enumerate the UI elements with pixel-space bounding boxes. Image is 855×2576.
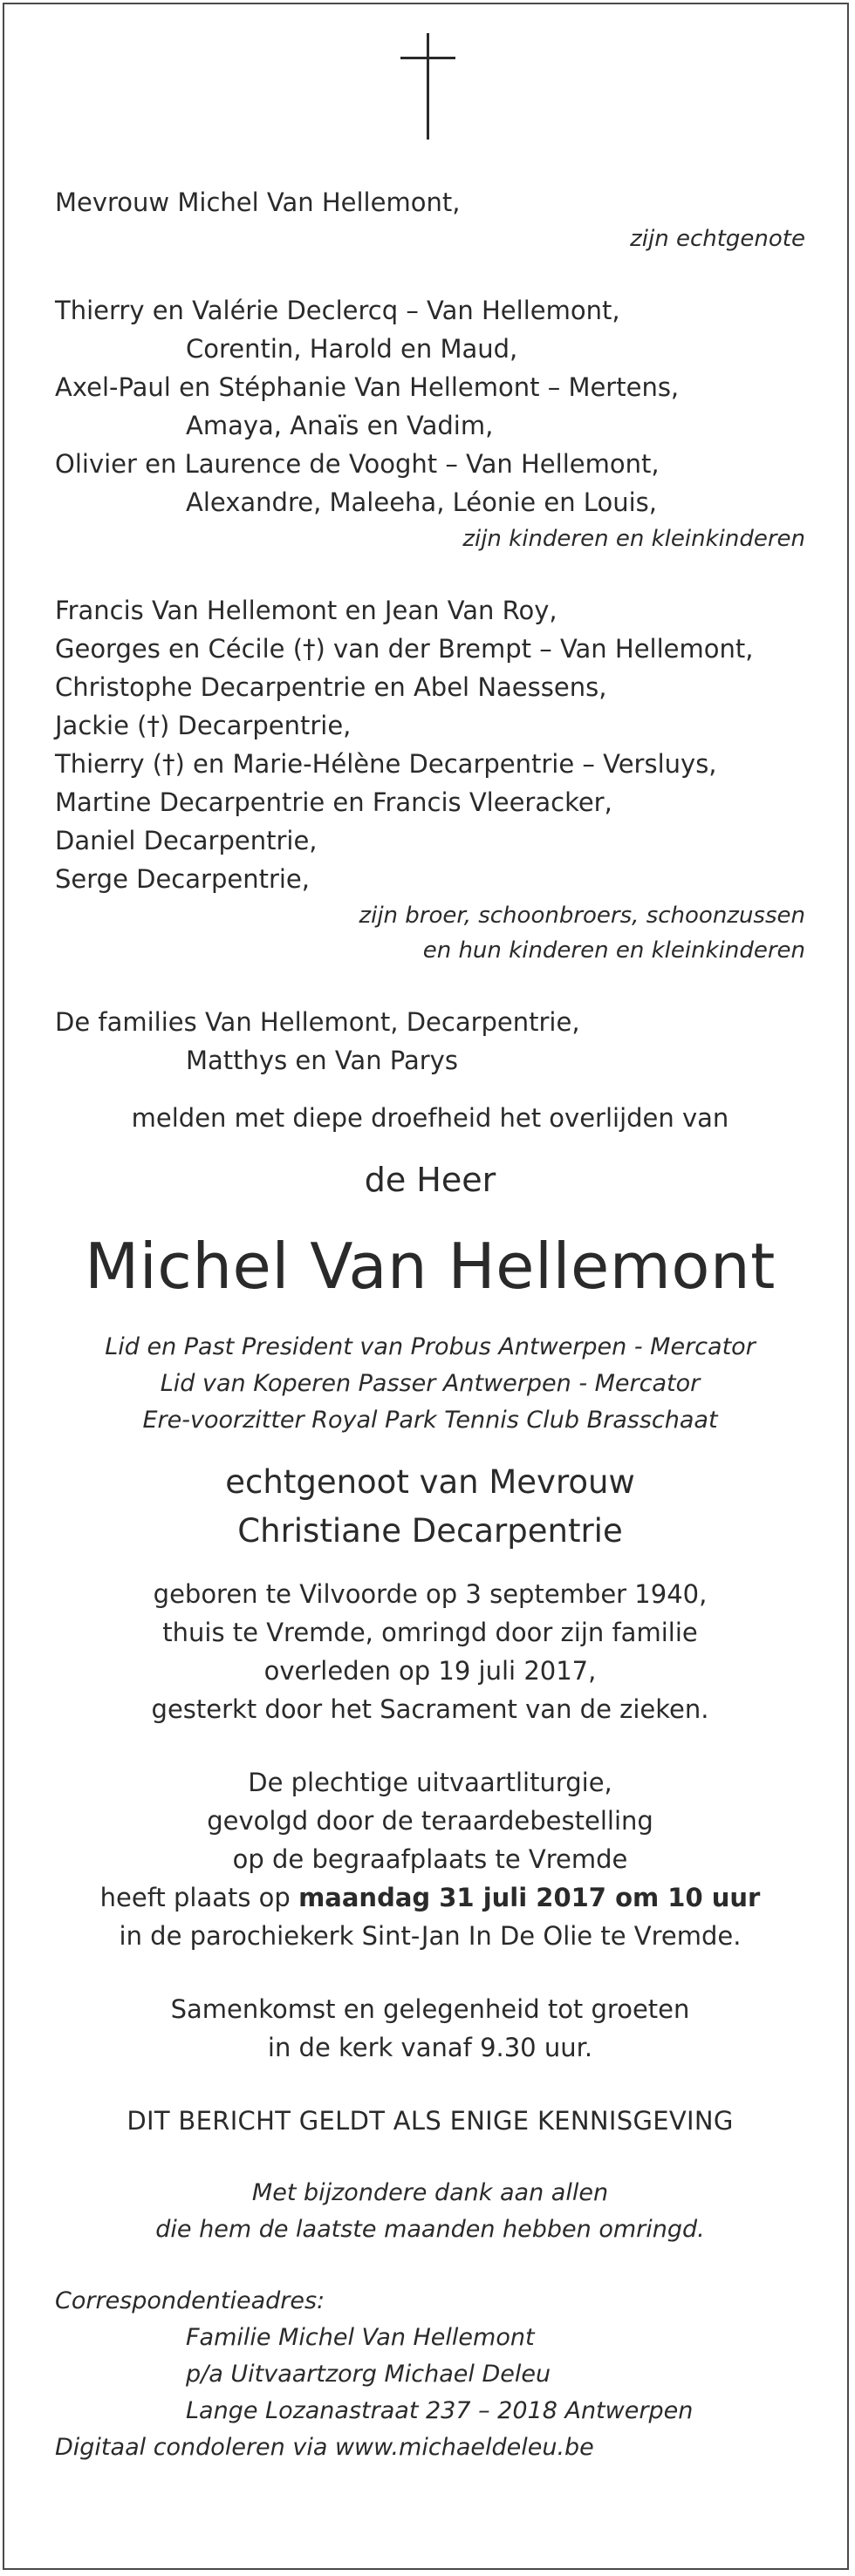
list-item: Daniel Decarpentrie, (55, 826, 318, 855)
correspondence-line: Lange Lozanastraat 237 – 2018 Antwerpen (186, 2397, 694, 2424)
list-item: geboren te Vilvoorde op 3 september 1940, (153, 1579, 708, 1609)
list-item: Lid van Koperen Passer Antwerpen - Mercator (160, 1370, 701, 1397)
announcement: melden met diepe droefheid het overlijden van (131, 1103, 729, 1133)
correspondence-label: Correspondentieadres: (55, 2287, 325, 2314)
list-item: overleden op 19 juli 2017, (263, 1656, 597, 1686)
funeral-line: De plechtige uitvaartliturgie, (248, 1768, 612, 1797)
correspondence-line: p/a Uitvaartzorg Michael Deleu (186, 2361, 551, 2388)
list-item: Georges en Cécile (†) van der Brempt – Van Hellemont, (55, 634, 754, 664)
families-line-2: Matthys en Van Parys (186, 1046, 458, 1075)
list-item: thuis te Vremde, omringd door zijn familie (162, 1618, 698, 1647)
list-item: gesterkt door het Sacrament van de zieken. (151, 1694, 709, 1724)
funeral-line: op de begraafplaats te Vremde (232, 1844, 628, 1874)
condolence-link[interactable]: Digitaal condoleren via www.michaeldeleu.be (55, 2434, 594, 2461)
list-item: Amaya, Anaïs en Vadim, (186, 411, 494, 440)
children-role: zijn kinderen en kleinkinderen (462, 526, 805, 552)
list-item: Christophe Decarpentrie en Abel Naessens, (55, 672, 607, 702)
thanks-line: Met bijzondere dank aan allen (251, 2179, 609, 2206)
siblings-role-2: en hun kinderen en kleinkinderen (422, 937, 805, 964)
thanks-line-2: die hem de laatste maanden hebben omringd. (155, 2216, 705, 2243)
obituary-body (55, 183, 805, 2466)
funeral-line: gevolgd door de teraardebestelling (207, 1806, 653, 1836)
notice: DIT BERICHT GELDT ALS ENIGE KENNISGEVING (127, 2106, 734, 2136)
siblings-role: zijn broer, schoonbroers, schoonzussen (359, 903, 805, 929)
list-item: Thierry en Valérie Declercq – Van Hellemont, (55, 296, 620, 325)
list-item: Jackie (†) Decarpentrie, (55, 711, 352, 740)
funeral-date: maandag 31 juli 2017 om 10 uur (298, 1883, 761, 1912)
correspondence-line: Familie Michel Van Hellemont (186, 2324, 535, 2351)
list-item: Francis Van Hellemont en Jean Van Roy, (55, 596, 557, 625)
list-item: Ere-voorzitter Royal Park Tennis Club Brasschaat (142, 1407, 718, 1434)
spouse-of-name: Christiane Decarpentrie (237, 1512, 623, 1550)
deceased-name: Michel Van Hellemont (85, 1230, 776, 1303)
widow-name: Mevrouw Michel Van Hellemont, (55, 187, 461, 217)
gathering-line: Samenkomst en gelegenheid tot groeten (170, 1994, 690, 2024)
honorific: de Heer (364, 1161, 496, 1199)
funeral-line: in de parochiekerk Sint-Jan In De Olie te Vremde. (119, 1921, 742, 1951)
widow-role: zijn echtgenote (630, 226, 805, 252)
gathering-line-2: in de kerk vanaf 9.30 uur. (267, 2033, 593, 2062)
list-item: Serge Decarpentrie, (55, 864, 310, 894)
list-item: Martine Decarpentrie en Francis Vleeracker, (55, 787, 612, 817)
list-item: Olivier en Laurence de Vooght – Van Hellemont, (55, 449, 660, 479)
children-list (55, 291, 805, 521)
list-item: Lid en Past President van Probus Antwerpen - Mercator (105, 1333, 756, 1360)
list-item: Axel-Paul en Stéphanie Van Hellemont – Mertens, (55, 372, 680, 402)
funeral-date-prefix: heeft plaats op (99, 1883, 299, 1912)
siblings-list (55, 591, 805, 898)
roles-list (55, 1329, 805, 1439)
list-item: Corentin, Harold en Maud, (186, 334, 518, 364)
list-item: Thierry (†) en Marie-Hélène Decarpentrie – Versluys, (55, 749, 717, 779)
funeral-date-line (55, 1878, 805, 1917)
funeral-block (55, 1763, 805, 1955)
list-item: Alexandre, Maleeha, Léonie en Louis, (186, 487, 657, 517)
spouse-of: echtgenoot van Mevrouw (225, 1463, 635, 1501)
families-line: De families Van Hellemont, Decarpentrie, (55, 1007, 580, 1037)
bio-block (55, 1575, 805, 1728)
